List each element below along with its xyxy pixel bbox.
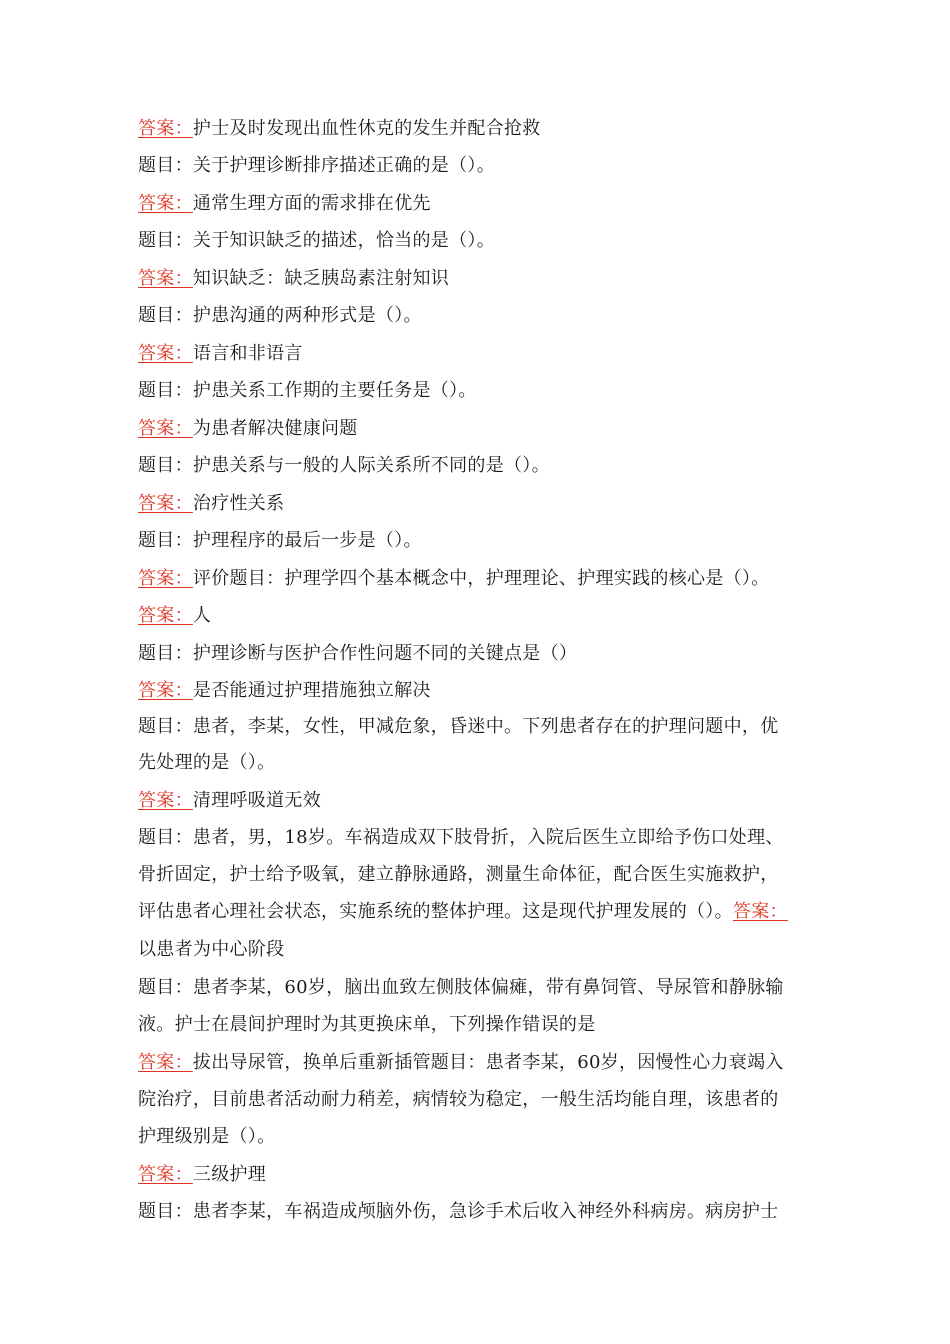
answer-line [138, 491, 284, 517]
question-text: 评估患者心理社会状态，实施系统的整体护理。这是现代护理发展的（）。 [138, 901, 733, 922]
answer-label: 答案： [138, 1052, 193, 1073]
answer-label: 答案： [138, 605, 193, 626]
answer-label: 答案： [138, 568, 193, 589]
answer-text: 护士及时发现出血性休克的发生并配合抢救 [192, 118, 541, 139]
answer-label: 答案： [138, 118, 193, 139]
answer-line [138, 603, 211, 629]
question-line: 题目：患者李某，60岁，脑出血致左侧肢体偏瘫，带有鼻饲管、导尿管和静脉输 [138, 977, 784, 998]
question-line: 题目：护理程序的最后一步是（）。 [138, 530, 422, 551]
answer-line [138, 1162, 266, 1188]
answer-line [138, 678, 431, 704]
answer-label: 答案： [138, 268, 193, 289]
question-line: 题目：护患关系工作期的主要任务是（）。 [138, 380, 477, 401]
answer-label: 答案： [138, 343, 193, 364]
answer-text: 清理呼吸道无效 [192, 790, 322, 811]
answer-text: 治疗性关系 [192, 493, 285, 514]
answer-line [138, 191, 431, 217]
answer-text: 知识缺乏：缺乏胰岛素注射知识 [192, 268, 450, 289]
answer-label: 答案： [138, 790, 193, 811]
answer-label: 答案： [138, 680, 193, 701]
question-line: 题目：关于知识缺乏的描述，恰当的是（）。 [138, 230, 495, 251]
answer-text: 三级护理 [192, 1164, 267, 1185]
question-line: 题目：护患关系与一般的人际关系所不同的是（）。 [138, 455, 550, 476]
question-line: 护理级别是（）。 [138, 1126, 276, 1147]
answer-label: 答案： [732, 901, 788, 922]
answer-text: 语言和非语言 [192, 343, 303, 364]
answer-line [138, 566, 770, 592]
answer-line [138, 341, 303, 367]
question-line: 液。护士在晨间护理时为其更换床单，下列操作错误的是 [138, 1014, 596, 1035]
answer-label: 答案： [138, 193, 193, 214]
answer-line [138, 116, 541, 142]
answer-label: 答案： [138, 1164, 193, 1185]
question-line: 先处理的是（）。 [138, 752, 276, 773]
question-line: 题目：患者，李某，女性，甲减危象，昏迷中。下列患者存在的护理问题中，优 [138, 716, 779, 737]
answer-text: 通常生理方面的需求排在优先 [192, 193, 431, 214]
answer-text: 是否能通过护理措施独立解决 [192, 680, 431, 701]
answer-line [138, 1050, 784, 1076]
answer-text: 以患者为中心阶段 [138, 939, 285, 960]
question-line: 题目：患者，男，18岁。车祸造成双下肢骨折，入院后医生立即给予伤口处理、 [138, 827, 784, 848]
answer-label: 答案： [138, 493, 193, 514]
question-line: 题目：患者李某，车祸造成颅脑外伤，急诊手术后收入神经外科病房。病房护士 [138, 1201, 779, 1222]
answer-text: 评价题目：护理学四个基本概念中，护理理论、护理实践的核心是（）。 [192, 568, 770, 589]
answer-text: 拔出导尿管，换单后重新插管题目：患者李某，60岁，因慢性心力衰竭入 [192, 1052, 784, 1073]
answer-line [138, 266, 449, 292]
answer-label: 答案： [138, 418, 193, 439]
question-line: 骨折固定，护士给予吸氧，建立静脉通路，测量生命体征，配合医生实施救护， [138, 864, 779, 885]
question-line: 院治疗，目前患者活动耐力稍差，病情较为稳定，一般生活均能自理，该患者的 [138, 1089, 779, 1110]
answer-line [138, 416, 358, 442]
answer-text: 为患者解决健康问题 [192, 418, 358, 439]
question-line: 题目：护理诊断与医护合作性问题不同的关键点是（） [138, 643, 578, 664]
answer-text: 人 [192, 605, 212, 626]
answer-line [138, 788, 321, 814]
question-line [138, 899, 788, 925]
question-line: 题目：护患沟通的两种形式是（）。 [138, 305, 422, 326]
question-line: 题目：关于护理诊断排序描述正确的是（）。 [138, 155, 495, 176]
